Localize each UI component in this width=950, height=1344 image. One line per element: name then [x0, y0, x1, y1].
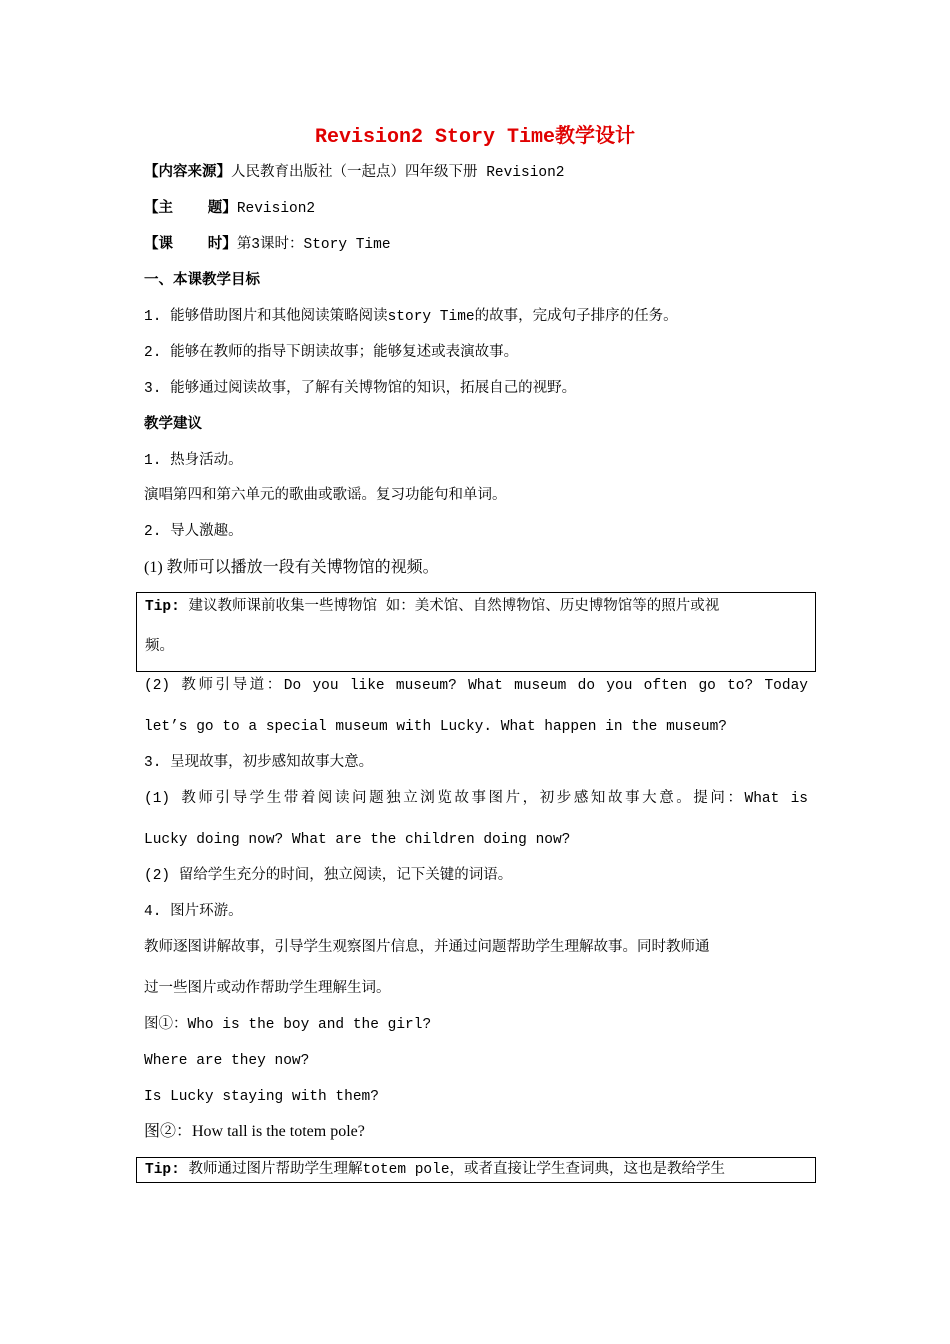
step-heading: 4. 图片环游。 [144, 904, 243, 920]
picture-question: Is Lucky staying with them? [144, 1089, 379, 1105]
picture-question: Where are they now? [144, 1053, 310, 1069]
tip-box [136, 1157, 816, 1183]
period-value: 第3课时：Story Time [236, 237, 391, 253]
objective-item: 2. 能够在教师的指导下朗读故事；能够复述或表演故事。 [144, 345, 519, 361]
tip-label: Tip: [145, 599, 180, 615]
step-sub-cont: Lucky doing now? What are the children doing now? [144, 832, 571, 848]
step-heading: 2. 导人激趣。 [144, 524, 243, 540]
period-label: 【课 时】 [144, 237, 237, 253]
step-sub: (1) 教师引导学生带着阅读问题独立浏览故事图片，初步感知故事大意。提问：What is [144, 791, 808, 807]
step-sub: (2) 教师引导道：Do you like museum? What museum do you often go to? Today [144, 678, 808, 694]
step-sub-cont: let’s go to a special museum with Lucky. What happen in the museum? [144, 719, 727, 735]
section-heading-objectives: 一、本课教学目标 [144, 273, 260, 289]
tip-text: 教师通过图片帮助学生理解totem pole，或者直接让学生查词典，这也是教给学生 [188, 1162, 726, 1178]
step-heading: 3. 呈现故事，初步感知故事大意。 [144, 755, 374, 771]
objective-item: 3. 能够通过阅读故事，了解有关博物馆的知识，拓展自己的视野。 [144, 381, 577, 397]
period-line [144, 234, 808, 256]
tip-text: 建议教师课前收集一些博物馆 如：美术馆、自然博物馆、历史博物馆等的照片或视 [188, 599, 720, 615]
picture-question: 图①：Who is the boy and the girl? [144, 1017, 432, 1033]
step-text: 演唱第四和第六单元的歌曲或歌谣。复习功能句和单词。 [144, 488, 507, 504]
topic-line [144, 198, 808, 220]
tip-label: Tip: [145, 1162, 180, 1178]
step-text-cont: 过一些图片或动作帮助学生理解生词。 [144, 981, 391, 997]
tip-line [145, 1159, 809, 1181]
tip-text: 频。 [145, 639, 174, 655]
topic-value: Revision2 [236, 201, 316, 217]
section-heading-suggestions: 教学建议 [144, 417, 202, 433]
tip-line [145, 596, 809, 618]
step-text: 教师逐图讲解故事，引导学生观察图片信息，并通过问题帮助学生理解故事。同时教师通 [144, 940, 710, 956]
topic-label: 【主 题】 [144, 201, 237, 217]
source-label: 【内容来源】 [144, 165, 231, 181]
step-sub: (1) 教师可以播放一段有关博物馆的视频。 [144, 559, 439, 576]
picture-question: 图②：How tall is the totem pole? [144, 1123, 365, 1140]
objective-item: 1. 能够借助图片和其他阅读策略阅读story Time的故事，完成句子排序的任务。 [144, 309, 678, 325]
tip-box [136, 592, 816, 672]
source-line [144, 162, 808, 184]
step-heading: 1. 热身活动。 [144, 453, 243, 469]
source-value: 人民教育出版社（一起点）四年级下册 Revision2 [231, 165, 565, 181]
document-title: Revision2 Story Time教学设计 [314, 126, 636, 149]
step-sub: (2) 留给学生充分的时间，独立阅读，记下关键的词语。 [144, 868, 513, 884]
